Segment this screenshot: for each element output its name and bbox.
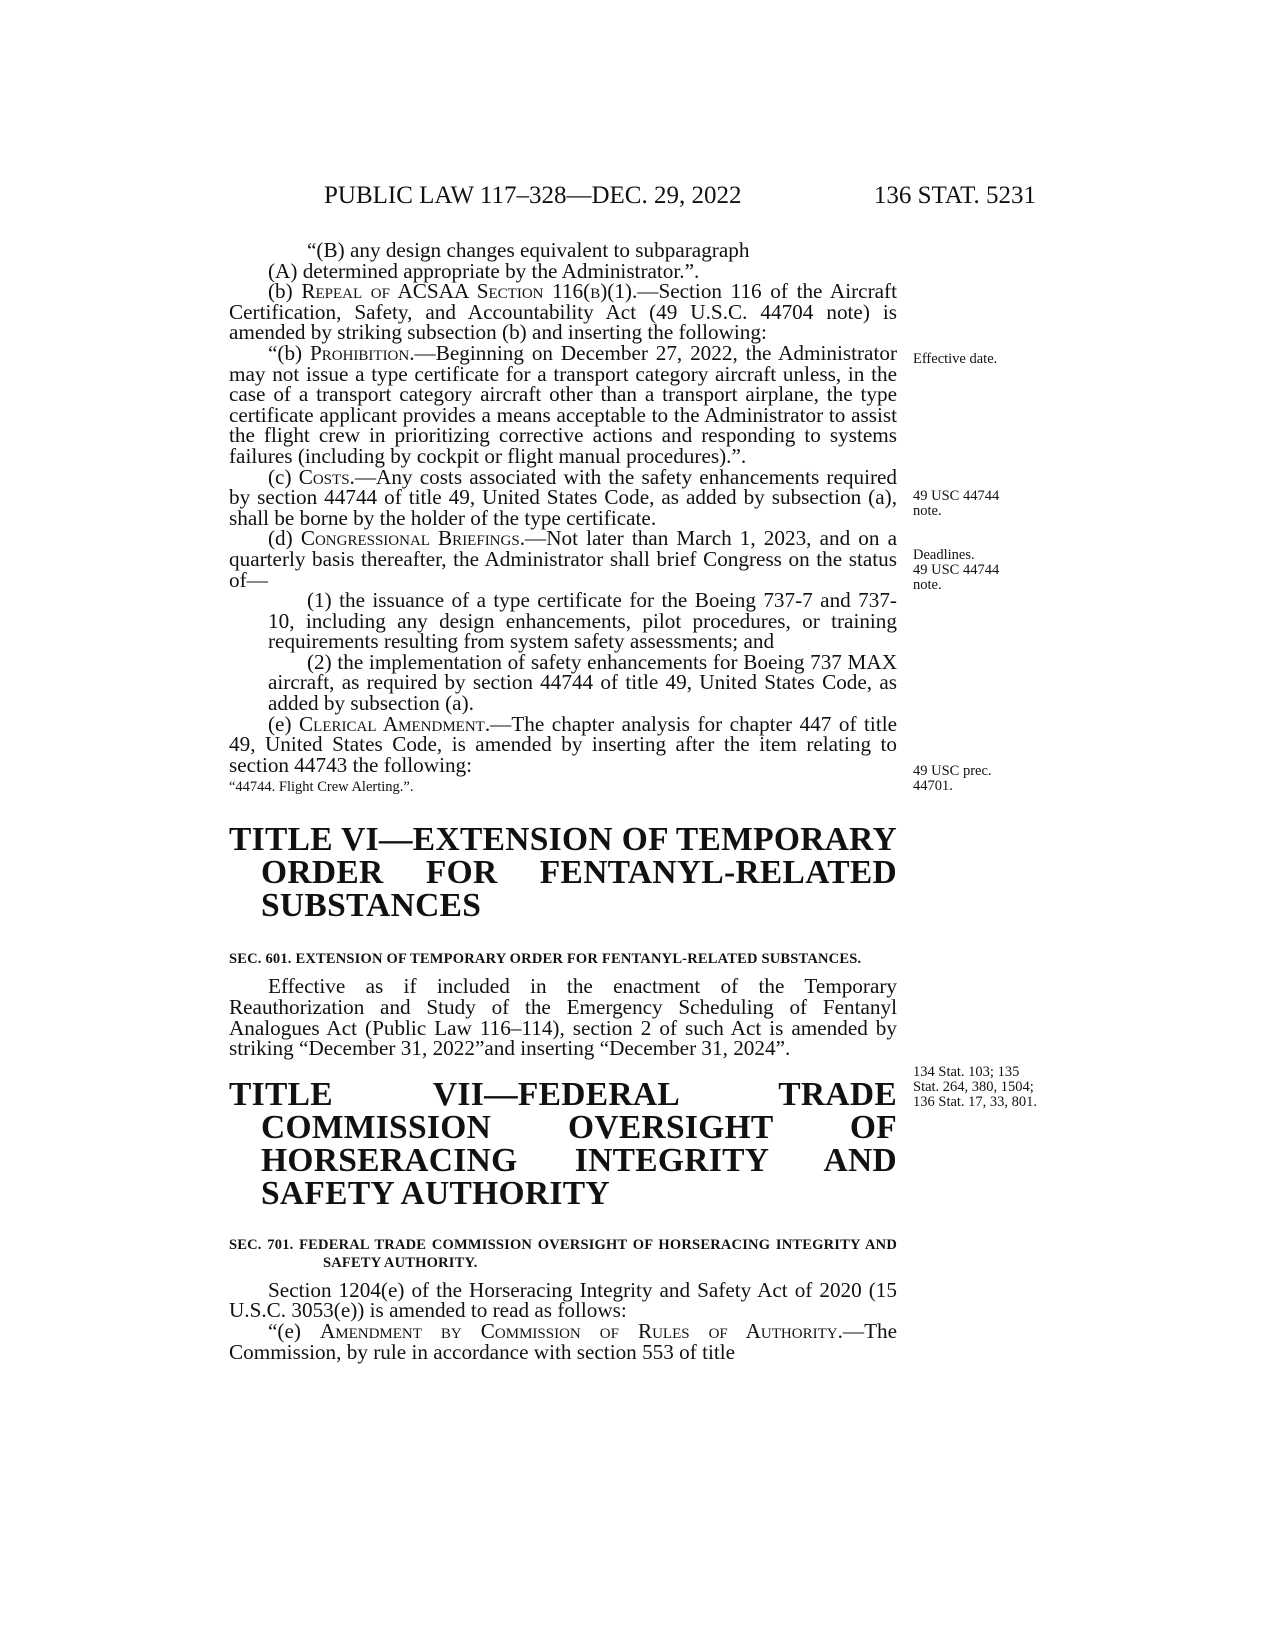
law-title: PUBLIC LAW 117–328—DEC. 29, 2022 [324, 182, 742, 209]
subsection-c-costs: (c) Costs.—Any costs associated with the safety enhancements required by section 44744 of title 49, United States Code, as added by subsection (a), shall be borne by the holder of the type certificate. [229, 464, 898, 530]
subsection-e-amendment: “(e) Amendment by Commission of Rules of Authority.—The Commission, by rule in accordance with section 553 of title [229, 1319, 898, 1364]
paragraph-b-continued: “(B) any design changes equivalent to subparagraph (A) determined appropriate by the Administrator.”. [268, 238, 750, 283]
section-601-heading: SEC. 601. EXTENSION OF TEMPORARY ORDER FOR FENTANYL-RELATED SUBSTANCES. [229, 951, 862, 968]
subsection-heading: Clerical Amendment. [299, 711, 491, 736]
subsection-e-clerical: (e) Clerical Amendment.—The chapter analysis for chapter 447 of title 49, United States Code, is amended by inserting after the item relating to section 44743 the following: [229, 711, 897, 777]
list-item: (2) the implementation of safety enhancements for Boeing 737 MAX aircraft, as required by section 44744 of title 49, United States Code, as added by subsection (a). [268, 649, 897, 716]
subsection-heading: Congressional Briefings. [300, 526, 525, 551]
body-text [229, 240, 897, 1362]
subsection-b-repeal: (b) Repeal of ACSAA Section 116(b)(1).—Section 116 of the Aircraft Certification, Safety, and Accountability Act (49 U.S.C. 44704 note) is amended by striking subsection (b) and inserting the following: [229, 279, 897, 345]
list-item: (1) the issuance of a type certificate for the Boeing 737-7 and 737-10, including any design enhancements, pilot procedures, or training requirements resulting from system safety assessments; and [268, 588, 897, 654]
subsection-heading: Prohibition. [309, 340, 415, 365]
inserted-item-quote: “44744. Flight Crew Alerting.”. [229, 779, 414, 796]
margin-note-citation: 49 USC prec. 44701. [913, 763, 992, 794]
section-701-text: Section 1204(e) of the Horseracing Integrity and Safety Act of 2020 (15 U.S.C. 3053(e)) is amended to read as follows: [229, 1277, 897, 1323]
margin-note-statute-citations: 134 Stat. 103; 135 Stat. 264, 380, 1504; 136 Stat. 17, 33, 801. [913, 1064, 1038, 1110]
section-701-heading: SEC. 701. FEDERAL TRADE COMMISSION OVERSIGHT OF HORSERACING INTEGRITY AND SAFETY AUTHORITY. [229, 1236, 897, 1271]
subsection-heading: Amendment by Commission of Rules of Authority. [319, 1319, 843, 1343]
section-601-text: Effective as if included in the enactment of the Temporary Reauthorization and Study of the Emergency Scheduling of Fentanyl Analogues Act (Public Law 116–114), section 2 of such Act is amended by striking “December 31, 2022”and inserting “December 31, 2024”. [229, 974, 897, 1061]
margin-note-effective-date: Effective date. [913, 351, 998, 367]
subsection-d-briefings: (d) Congressional Briefings.—Not later than March 1, 2023, and on a quarterly basis thereafter, the Administrator shall brief Congress on the status of— [229, 526, 897, 592]
title-vi-heading: TITLE VI—EXTENSION OF TEMPORARY ORDER FOR FENTANYL-RELATED SUBSTANCES [229, 821, 897, 925]
subsection-b-prohibition: “(b) Prohibition.—Beginning on December 27, 2022, the Administrator may not issue a type certificate for a transport category aircraft unless, in the case of a transport category aircraft other than a transport airplane, the type certificate applicant provides a means acceptable to the Administrator to assist the flight crew in prioritizing corrective actions and responding to systems failures (including by cockpit or flight manual procedures).”. [229, 340, 897, 468]
statute-page-number: 136 STAT. 5231 [873, 182, 1036, 209]
margin-note-citation: 49 USC 44744 note. [913, 488, 1000, 519]
subsection-heading: Repeal of ACSAA Section 116(b)(1). [301, 279, 638, 304]
subsection-heading: Costs. [298, 464, 355, 489]
title-vii-heading: TITLE VII—FEDERAL TRADE COMMISSION OVERSIGHT OF HORSERACING INTEGRITY AND SAFETY AUTHORITY [229, 1075, 897, 1212]
running-header [324, 182, 1036, 216]
margin-note-deadlines: Deadlines. 49 USC 44744 note. [913, 547, 1000, 593]
